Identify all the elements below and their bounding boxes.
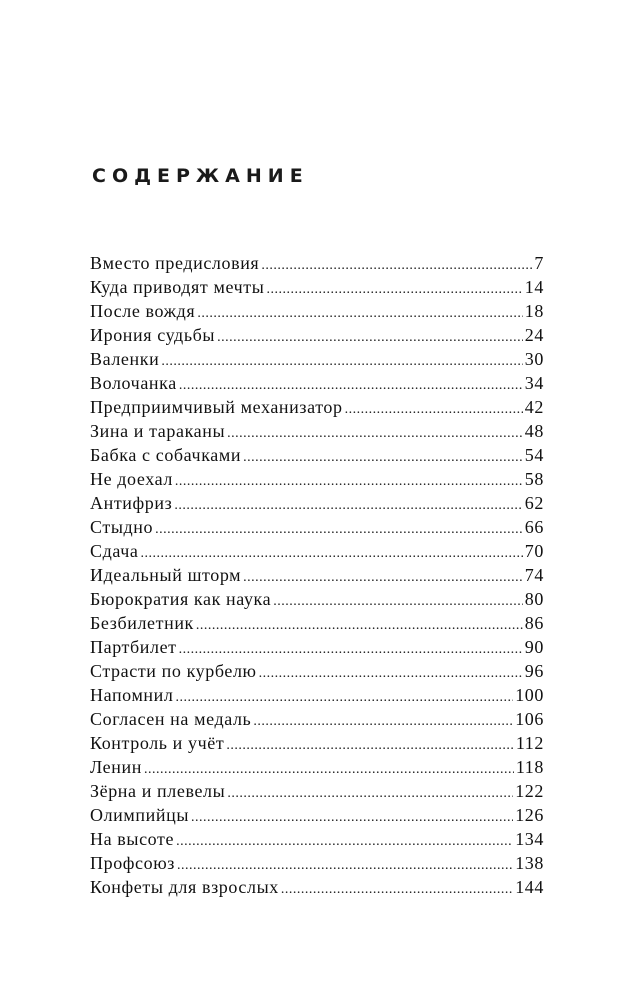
- toc-entry-title: Страсти по курбелю: [90, 661, 257, 681]
- toc-entry-page-number: 14: [524, 277, 544, 297]
- toc-entry-page-number: 90: [524, 637, 544, 657]
- toc-entry-page-number: 24: [524, 325, 544, 345]
- toc-entry-title: Ирония судьбы: [90, 325, 216, 345]
- toc-entry-title: Валенки: [90, 349, 160, 369]
- toc-entry: [90, 661, 544, 685]
- toc-dot-leader: [155, 522, 523, 538]
- toc-entry: [90, 541, 544, 565]
- toc-entry-title: Стыдно: [90, 517, 154, 537]
- toc-entry-title: Партбилет: [90, 637, 177, 657]
- toc-entry-page-number: 18: [524, 301, 544, 321]
- toc-dot-leader: [191, 810, 513, 826]
- toc-entry-page-number: 70: [524, 541, 544, 561]
- toc-entry-title: Бабка с собачками: [90, 445, 242, 465]
- toc-entry-page-number: 106: [515, 709, 544, 729]
- toc-entry: [90, 877, 544, 901]
- toc-dot-leader: [227, 786, 513, 802]
- toc-dot-leader: [253, 714, 513, 730]
- toc-dot-leader: [266, 282, 522, 298]
- toc-entry-title: Предприимчивый механизатор: [90, 397, 343, 417]
- toc-dot-leader: [197, 306, 522, 322]
- toc-entry: [90, 613, 544, 637]
- toc-entry-title: Зина и тараканы: [90, 421, 226, 441]
- toc-dot-leader: [179, 642, 523, 658]
- toc-entry: [90, 421, 544, 445]
- toc-entry-title: Напомнил: [90, 685, 174, 705]
- toc-entry: [90, 829, 544, 853]
- toc-dot-leader: [175, 474, 523, 490]
- toc-entry-page-number: 58: [524, 469, 544, 489]
- toc-dot-leader: [179, 378, 523, 394]
- toc-dot-leader: [217, 330, 523, 346]
- toc-entry-page-number: 30: [524, 349, 544, 369]
- toc-entry-title: Зёрна и плевелы: [90, 781, 226, 801]
- toc-entry-title: Бюрократия как наука: [90, 589, 272, 609]
- toc-dot-leader: [259, 666, 523, 682]
- toc-dot-leader: [175, 690, 513, 706]
- toc-entry: [90, 781, 544, 805]
- toc-entry-page-number: 48: [524, 421, 544, 441]
- toc-entry: [90, 493, 544, 517]
- toc-entry-title: Волочанка: [90, 373, 177, 393]
- toc-entry-title: Конфеты для взрослых: [90, 877, 279, 897]
- toc-entry-title: Контроль и учёт: [90, 733, 225, 753]
- toc-dot-leader: [243, 450, 523, 466]
- toc-entry: [90, 589, 544, 613]
- toc-entry: [90, 349, 544, 373]
- toc-entry: [90, 853, 544, 877]
- toc-entry: [90, 277, 544, 301]
- toc-entry-title: Безбилетник: [90, 613, 194, 633]
- toc-entry-page-number: 7: [534, 253, 544, 273]
- toc-entry: [90, 757, 544, 781]
- toc-entry-page-number: 66: [524, 517, 544, 537]
- toc-entry-title: Не доехал: [90, 469, 173, 489]
- toc-entry: [90, 685, 544, 709]
- toc-entry: [90, 373, 544, 397]
- toc-dot-leader: [144, 762, 514, 778]
- toc-entry-page-number: 100: [515, 685, 544, 705]
- toc-dot-leader: [345, 402, 523, 418]
- toc-entry: [90, 397, 544, 421]
- toc-entry-title: На высоте: [90, 829, 175, 849]
- toc-entry-title: Ленин: [90, 757, 142, 777]
- toc-dot-leader: [196, 618, 523, 634]
- toc-entry-title: Куда приводят мечты: [90, 277, 265, 297]
- toc-entry-page-number: 96: [524, 661, 544, 681]
- toc-dot-leader: [281, 882, 513, 898]
- toc-entry-page-number: 112: [515, 733, 544, 753]
- toc-entry-title: Олимпийцы: [90, 805, 190, 825]
- toc-entry: [90, 637, 544, 661]
- toc-entry: [90, 469, 544, 493]
- toc-entry-page-number: 62: [524, 493, 544, 513]
- toc-entry: [90, 517, 544, 541]
- page-title: СОДЕРЖАНИЕ: [92, 165, 309, 187]
- toc-entry-title: Профсоюз: [90, 853, 176, 873]
- toc-entry-title: Антифриз: [90, 493, 173, 513]
- toc-dot-leader: [227, 426, 523, 442]
- toc-dot-leader: [140, 546, 522, 562]
- toc-entry-title: После вождя: [90, 301, 196, 321]
- toc-entry-page-number: 134: [515, 829, 544, 849]
- toc-dot-leader: [261, 258, 532, 274]
- toc-entry: [90, 325, 544, 349]
- toc-entry: [90, 253, 544, 277]
- toc-entry-page-number: 80: [524, 589, 544, 609]
- toc-dot-leader: [273, 594, 523, 610]
- toc-entry-page-number: 138: [515, 853, 544, 873]
- toc-entry: [90, 445, 544, 469]
- toc-entry: [90, 301, 544, 325]
- toc-entry: [90, 805, 544, 829]
- toc-entry-page-number: 118: [515, 757, 544, 777]
- toc-entry-title: Идеальный шторм: [90, 565, 242, 585]
- toc-dot-leader: [174, 498, 522, 514]
- toc-entry-page-number: 34: [524, 373, 544, 393]
- toc-dot-leader: [176, 834, 513, 850]
- toc-entry-title: Сдача: [90, 541, 139, 561]
- toc-entry-page-number: 86: [524, 613, 544, 633]
- toc-entry-page-number: 42: [524, 397, 544, 417]
- toc-entry-title: Согласен на медаль: [90, 709, 252, 729]
- toc-entry: [90, 565, 544, 589]
- toc-entry-title: Вместо предисловия: [90, 253, 260, 273]
- toc-entry: [90, 733, 544, 757]
- toc-entry-page-number: 126: [515, 805, 544, 825]
- toc-dot-leader: [161, 354, 522, 370]
- table-of-contents: [90, 253, 544, 901]
- toc-entry-page-number: 122: [515, 781, 544, 801]
- toc-entry-page-number: 74: [524, 565, 544, 585]
- toc-entry: [90, 709, 544, 733]
- toc-entry-page-number: 144: [515, 877, 544, 897]
- toc-dot-leader: [177, 858, 513, 874]
- toc-dot-leader: [243, 570, 523, 586]
- toc-dot-leader: [226, 738, 514, 754]
- toc-entry-page-number: 54: [524, 445, 544, 465]
